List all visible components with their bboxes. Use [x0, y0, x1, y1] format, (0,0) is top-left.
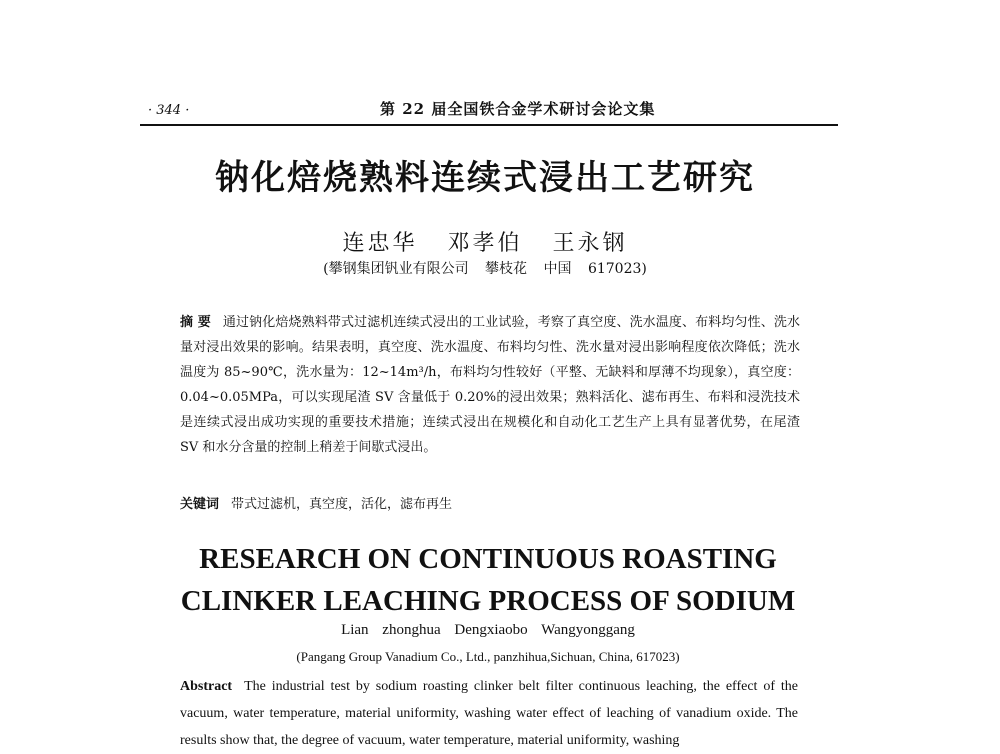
header-rule: [140, 124, 838, 126]
chinese-keywords: [180, 493, 800, 512]
chinese-abstract-label: 摘 要: [180, 315, 211, 330]
running-title: 第 22 届全国铁合金学术研讨会论文集: [380, 100, 656, 118]
chinese-title: 钠化焙烧熟料连续式浸出工艺研究: [215, 158, 755, 198]
chinese-authors: 连忠华 邓孝伯 王永钢: [342, 231, 628, 256]
chinese-keywords-label: 关键词: [180, 497, 220, 512]
english-affiliation: (Pangang Group Vanadium Co., Ltd., panzhihua,Sichuan, China, 617023): [296, 649, 680, 664]
chinese-abstract-text: 通过钠化焙烧熟料带式过滤机连续式浸出的工业试验，考察了真空度、洗水温度、布料均匀性、洗水量对浸出效果的影响。结果表明，真空度、洗水温度、布料均匀性、洗水量对浸出影响程度依次降低；洗水温度为 85~90℃，洗水量为：12~14m³/h，布料均匀性较好（平整、无缺料和厚薄不均现象），真空度：0.04~0.05MPa，可以实现尾渣 SV 含量低于 0.20%的浸出效果；熟料活化、滤布再生、布料和浸洗技术是连续式浸出成功实现的重要技术措施；连续式浸出在规模化和自动化工艺生产上具有显著优势，在尾渣 SV 和水分含量的控制上稍差于间歇式浸出。: [180, 315, 800, 455]
english-title: [0, 538, 976, 622]
english-authors: Lian zhonghua Dengxiaobo Wangyonggang: [341, 622, 635, 638]
chinese-keywords-text: 带式过滤机，真空度，活化，滤布再生: [231, 497, 453, 512]
chinese-abstract: [180, 310, 800, 460]
english-title-line-1: RESEARCH ON CONTINUOUS ROASTING: [199, 543, 777, 575]
chinese-affiliation: (攀钢集团钒业有限公司 攀枝花 中国 617023): [323, 261, 647, 277]
english-abstract-label: Abstract: [180, 679, 233, 694]
page-number: · 344 ·: [148, 103, 190, 118]
english-abstract: [180, 673, 798, 754]
english-abstract-text: The industrial test by sodium roasting clinker belt filter continuous leaching, the effect of the vacuum, water temperature, material uniformity, washing water effect of leaching of vanadium oxide. The results show that, the degree of vacuum, water temperature, material uniformity, washing: [180, 679, 798, 748]
english-title-line-2: CLINKER LEACHING PROCESS OF SODIUM: [180, 585, 796, 617]
